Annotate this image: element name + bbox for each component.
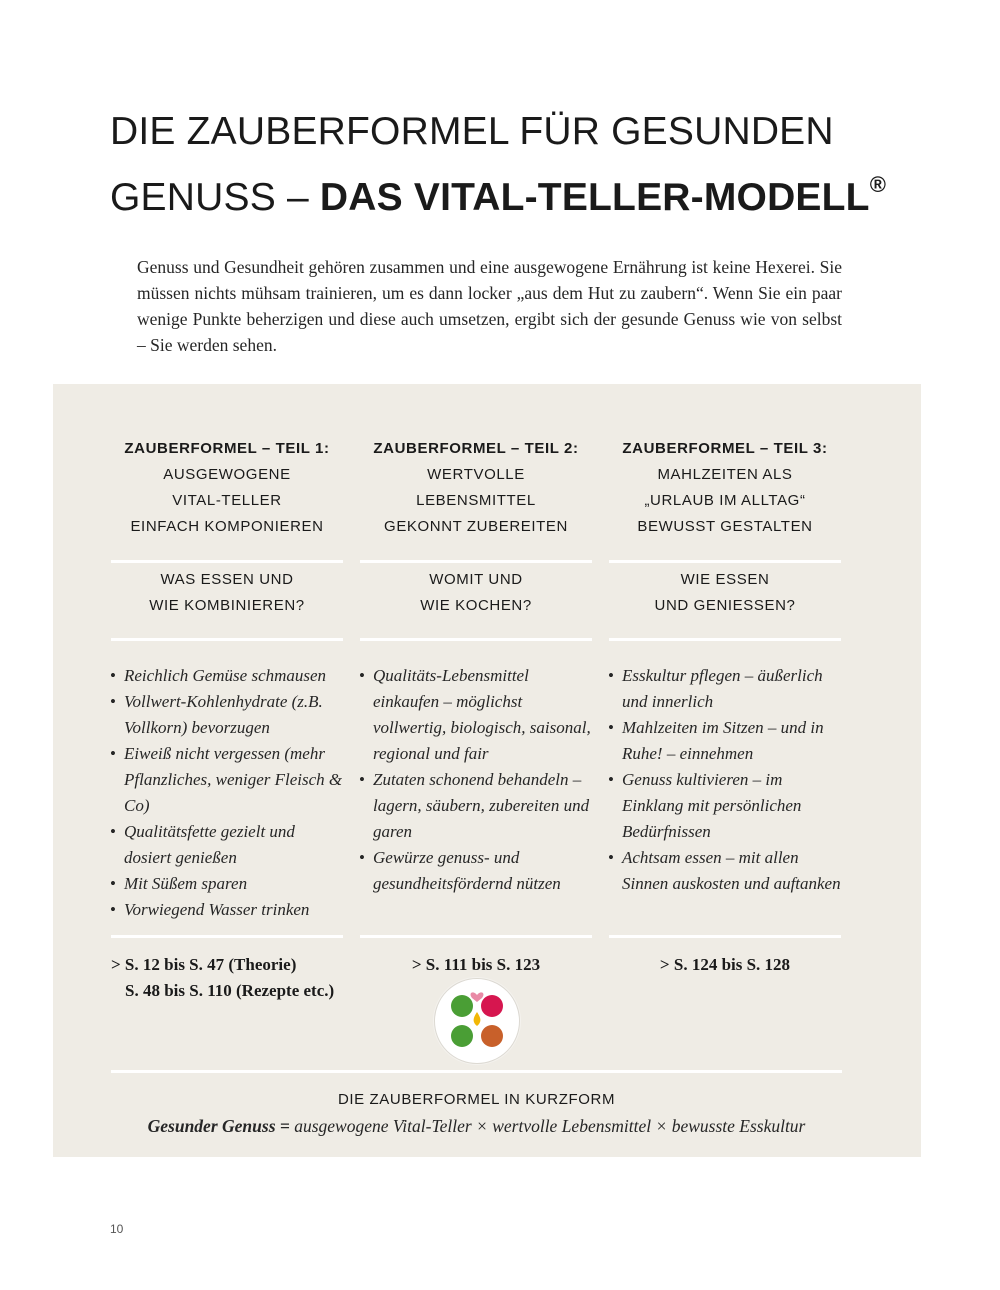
column-heading-line: AUSGEWOGENE — [163, 466, 291, 483]
list-item: • Achtsam essen – mit allen Sinnen auskosten und auftanken — [609, 845, 841, 897]
list-item: • Reichlich Gemüse schmausen — [111, 663, 343, 689]
column-question — [609, 563, 841, 630]
title-line-2-bold: DAS VITAL-TELLER-MODELL — [319, 176, 870, 219]
column-question-line: WIE ESSEN — [680, 571, 770, 588]
formula-column-1 — [111, 436, 343, 1004]
list-item: • Gewürze genuss- und gesundheitsfördernd nützen — [360, 845, 592, 897]
page-number: 10 — [110, 1222, 124, 1236]
column-heading-line: EINFACH KOMPONIEREN — [130, 518, 324, 535]
column-question — [360, 563, 592, 630]
summary-formula — [111, 1113, 842, 1139]
page-reference — [360, 938, 592, 978]
page-reference-line: S. 48 bis S. 110 (Rezepte etc.) — [125, 981, 335, 1000]
column-question-line: UND GENIESSEN? — [654, 597, 796, 614]
column-part-label: ZAUBERFORMEL – TEIL 3: — [622, 440, 828, 457]
page-reference-line: > S. 124 bis S. 128 — [659, 955, 791, 974]
column-heading-line: GEKONNT ZUBEREITEN — [384, 518, 568, 535]
intro-paragraph: Genuss und Gesundheit gehören zusammen und eine ausgewogene Ernährung ist keine Hexerei. Sie müssen nichts mühsam trainieren, um es dann locker „aus dem Hut zu zaubern“. Wenn Sie ein paar wenige Punkte beherzigen und diese auch umsetzen, ergibt sich der gesunde Genuss wie von selbst – Sie werden sehen. — [137, 257, 842, 355]
summary-lead: Gesunder Genuss = — [147, 1116, 295, 1136]
list-item: • Vorwiegend Wasser trinken — [111, 897, 343, 923]
page-title — [110, 105, 910, 224]
column-question-line: WOMIT UND — [429, 571, 523, 588]
column-heading-line: „URLAUB IM ALLTAG“ — [644, 492, 806, 509]
column-heading-line: LEBENSMITTEL — [416, 492, 536, 509]
list-item: • Genuss kultivieren – im Einklang mit persönlichen Bedürfnissen — [609, 767, 841, 845]
plate-oil-drop — [474, 1012, 481, 1026]
vital-plate-graphic — [435, 979, 519, 1063]
summary-label: DIE ZAUBERFORMEL IN KURZFORM — [337, 1091, 616, 1108]
summary-rest: ausgewogene Vital-Teller × wertvolle Lebensmittel × bewusste Esskultur — [294, 1116, 806, 1136]
column-heading-line: VITAL-TELLER — [172, 492, 282, 509]
plate-orange-dot — [481, 1025, 503, 1047]
list-item: • Esskultur pflegen – äußerlich und innerlich — [609, 663, 841, 715]
column-heading — [609, 436, 841, 552]
title-line-1: DIE ZAUBERFORMEL FÜR GESUNDEN — [110, 110, 834, 153]
bullet-list — [360, 641, 592, 927]
column-question — [111, 563, 343, 630]
divider — [111, 1070, 842, 1073]
column-heading — [111, 436, 343, 552]
column-question-line: WAS ESSEN UND — [160, 571, 294, 588]
page-reference — [111, 938, 343, 1004]
list-item: • Mit Süßem sparen — [111, 871, 343, 897]
list-item: • Eiweiß nicht vergessen (mehr Pflanzliches, weniger Fleisch & Co) — [111, 741, 343, 819]
column-heading-line: WERTVOLLE — [427, 466, 525, 483]
list-item: • Vollwert-Kohlenhydrate (z.B. Vollkorn) bevorzugen — [111, 689, 343, 741]
list-item: • Zutaten schonend behandeln – lagern, säubern, zubereiten und garen — [360, 767, 592, 845]
column-question-line: WIE KOMBINIEREN? — [149, 597, 305, 614]
list-item: • Qualitäts-Lebensmittel einkaufen – möglichst vollwertig, biologisch, saisonal, regional und fair — [360, 663, 592, 767]
column-heading — [360, 436, 592, 552]
plate-heart — [471, 992, 484, 1002]
bullet-list — [609, 641, 841, 927]
column-heading-line: BEWUSST GESTALTEN — [637, 518, 813, 535]
vital-plate-icon — [434, 978, 520, 1064]
formula-column-2 — [360, 436, 592, 978]
formula-column-3 — [609, 436, 841, 978]
page-reference-line: > S. 12 bis S. 47 (Theorie) — [111, 955, 297, 974]
list-item: • Mahlzeiten im Sitzen – und in Ruhe! – einnehmen — [609, 715, 841, 767]
plate-red-dot — [481, 995, 503, 1017]
column-part-label: ZAUBERFORMEL – TEIL 1: — [124, 440, 330, 457]
column-heading-line: MAHLZEITEN ALS — [657, 466, 793, 483]
column-part-label: ZAUBERFORMEL – TEIL 2: — [373, 440, 579, 457]
page-reference-line: > S. 111 bis S. 123 — [411, 955, 541, 974]
list-item: • Qualitätsfette gezielt und dosiert genießen — [111, 819, 343, 871]
plate-green-dot — [451, 1025, 473, 1047]
bullet-list — [111, 641, 343, 927]
page-reference — [609, 938, 841, 978]
plate-green-dot — [451, 995, 473, 1017]
registered-mark: ® — [869, 172, 887, 197]
column-question-line: WIE KOCHEN? — [420, 597, 532, 614]
title-line-2-light: GENUSS – — [110, 176, 320, 219]
